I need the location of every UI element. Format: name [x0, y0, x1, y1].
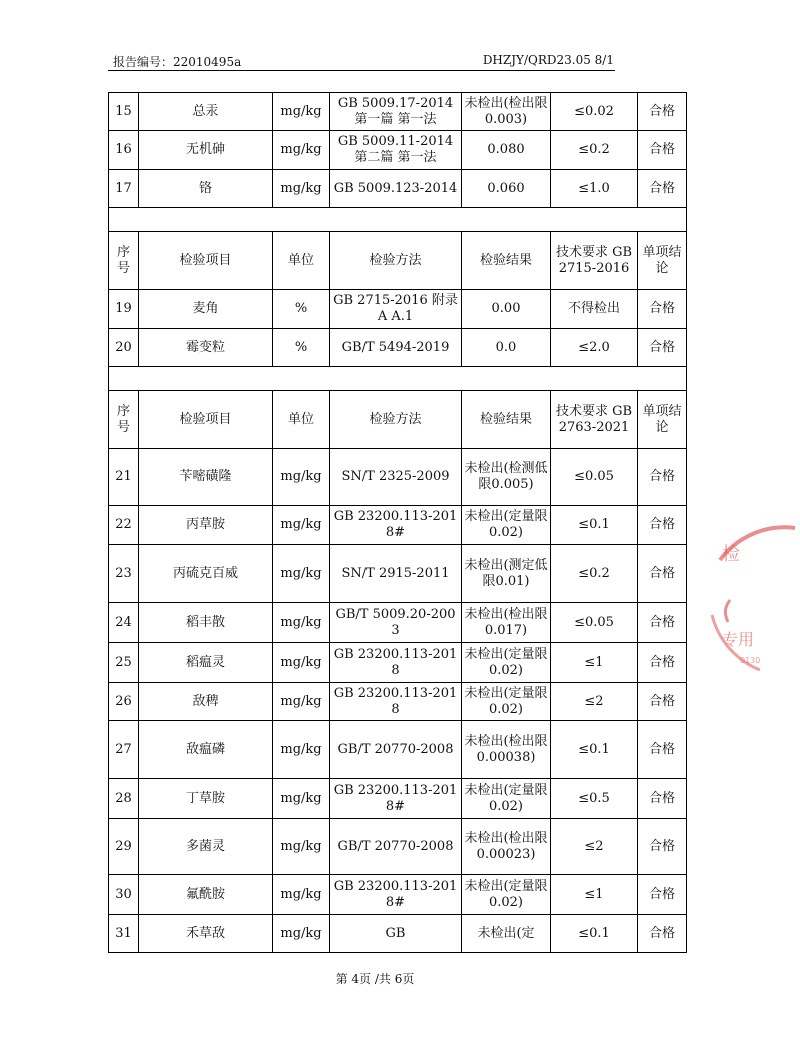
test-item: 氟酰胺 — [139, 875, 273, 915]
test-result: 0.00 — [462, 290, 551, 329]
test-result: 0.0 — [462, 329, 551, 367]
table-row — [109, 683, 687, 721]
test-result: 未检出(定 — [462, 915, 551, 953]
test-item: 敌瘟磷 — [139, 721, 273, 779]
table-row — [109, 875, 687, 915]
requirement: ≤1.0 — [551, 170, 638, 208]
verdict: 合格 — [638, 779, 687, 819]
test-item: 麦角 — [139, 290, 273, 329]
unit: mg/kg — [273, 449, 330, 506]
unit: 单位 — [273, 232, 330, 290]
test-method: GB — [330, 915, 462, 953]
requirement: 技术要求 GB 2763-2021 — [551, 391, 638, 449]
unit: mg/kg — [273, 779, 330, 819]
row-number: 28 — [109, 779, 139, 819]
test-result: 未检出(定量限0.02) — [462, 779, 551, 819]
requirement: ≤0.5 — [551, 779, 638, 819]
test-result: 0.080 — [462, 131, 551, 170]
test-method: 检验方法 — [330, 391, 462, 449]
verdict: 单项结论 — [638, 391, 687, 449]
test-result: 未检出(定量限0.02) — [462, 683, 551, 721]
row-number: 序号 — [109, 232, 139, 290]
table-row — [109, 779, 687, 819]
test-method: GB/T 20770-2008 — [330, 819, 462, 875]
unit: % — [273, 290, 330, 329]
verdict: 合格 — [638, 721, 687, 779]
verdict: 合格 — [638, 131, 687, 170]
table-row — [109, 643, 687, 683]
test-result: 检验结果 — [462, 232, 551, 290]
test-result: 未检出(定量限0.02) — [462, 506, 551, 545]
row-number: 17 — [109, 170, 139, 208]
unit: mg/kg — [273, 93, 330, 131]
test-method: GB 23200.113-2018# — [330, 506, 462, 545]
requirement: ≤1 — [551, 643, 638, 683]
test-item: 无机砷 — [139, 131, 273, 170]
table-row — [109, 329, 687, 367]
row-number: 29 — [109, 819, 139, 875]
unit: mg/kg — [273, 170, 330, 208]
test-method: SN/T 2325-2009 — [330, 449, 462, 506]
unit: mg/kg — [273, 131, 330, 170]
table-row — [109, 449, 687, 506]
test-result: 0.060 — [462, 170, 551, 208]
test-item: 丙硫克百威 — [139, 545, 273, 603]
test-item: 丁草胺 — [139, 779, 273, 819]
spacer-cell — [109, 367, 687, 391]
test-method: GB 23200.113-2018 — [330, 643, 462, 683]
unit: 单位 — [273, 391, 330, 449]
svg-text:0130: 0130 — [740, 656, 761, 665]
section-spacer — [109, 208, 687, 232]
row-number: 31 — [109, 915, 139, 953]
test-method: GB 23200.113-2018# — [330, 779, 462, 819]
test-method: GB/T 5009.20-2003 — [330, 603, 462, 643]
test-method: GB/T 5494-2019 — [330, 329, 462, 367]
verdict: 合格 — [638, 819, 687, 875]
test-item: 稻瘟灵 — [139, 643, 273, 683]
test-item: 总汞 — [139, 93, 273, 131]
test-item: 稻丰散 — [139, 603, 273, 643]
results-table — [108, 92, 687, 953]
row-number: 序号 — [109, 391, 139, 449]
table-row — [109, 93, 687, 131]
row-number: 23 — [109, 545, 139, 603]
requirement: ≤2 — [551, 683, 638, 721]
verdict: 合格 — [638, 643, 687, 683]
spacer-cell — [109, 208, 687, 232]
test-item: 多菌灵 — [139, 819, 273, 875]
row-number: 27 — [109, 721, 139, 779]
page-footer: 第 4页 /共 6页 — [335, 972, 415, 986]
table-row — [109, 545, 687, 603]
test-result: 未检出(检出限0.017) — [462, 603, 551, 643]
table-row — [109, 819, 687, 875]
requirement: ≤0.05 — [551, 603, 638, 643]
test-method: GB 5009.11-2014 第二篇 第一法 — [330, 131, 462, 170]
verdict: 合格 — [638, 915, 687, 953]
verdict: 合格 — [638, 875, 687, 915]
svg-text:检: 检 — [722, 544, 740, 565]
table-row — [109, 290, 687, 329]
unit: mg/kg — [273, 545, 330, 603]
row-number: 24 — [109, 603, 139, 643]
requirement: ≤2 — [551, 819, 638, 875]
row-number: 16 — [109, 131, 139, 170]
verdict: 合格 — [638, 290, 687, 329]
verdict: 合格 — [638, 545, 687, 603]
test-result: 未检出(定量限0.02) — [462, 643, 551, 683]
report-number: 报告编号：22010495a — [113, 55, 242, 69]
test-result: 未检出(检出限0.00023) — [462, 819, 551, 875]
requirement: ≤0.1 — [551, 506, 638, 545]
unit: mg/kg — [273, 819, 330, 875]
verdict: 合格 — [638, 329, 687, 367]
seal-stamp — [700, 520, 800, 670]
table-row — [109, 915, 687, 953]
header-rule — [108, 70, 615, 71]
test-item: 霉变粒 — [139, 329, 273, 367]
test-method: GB 5009.123-2014 — [330, 170, 462, 208]
unit: mg/kg — [273, 721, 330, 779]
verdict: 合格 — [638, 170, 687, 208]
row-number: 21 — [109, 449, 139, 506]
requirement: ≤0.1 — [551, 721, 638, 779]
svg-text:专用: 专用 — [722, 630, 755, 649]
row-number: 20 — [109, 329, 139, 367]
test-item: 敌稗 — [139, 683, 273, 721]
requirement: 不得检出 — [551, 290, 638, 329]
test-item: 检验项目 — [139, 391, 273, 449]
unit: mg/kg — [273, 603, 330, 643]
requirement: 技术要求 GB 2715-2016 — [551, 232, 638, 290]
test-item: 禾草敌 — [139, 915, 273, 953]
test-item: 检验项目 — [139, 232, 273, 290]
requirement: ≤0.2 — [551, 131, 638, 170]
row-number: 30 — [109, 875, 139, 915]
verdict: 合格 — [638, 603, 687, 643]
test-item: 铬 — [139, 170, 273, 208]
row-number: 25 — [109, 643, 139, 683]
test-item: 丙草胺 — [139, 506, 273, 545]
requirement: ≤2.0 — [551, 329, 638, 367]
verdict: 合格 — [638, 93, 687, 131]
test-method: SN/T 2915-2011 — [330, 545, 462, 603]
verdict: 单项结论 — [638, 232, 687, 290]
section-spacer — [109, 367, 687, 391]
row-number: 26 — [109, 683, 139, 721]
document-code: DHZJY/QRD23.05 8/1 — [482, 53, 614, 67]
test-item: 苄嘧磺隆 — [139, 449, 273, 506]
table-header-row — [109, 232, 687, 290]
unit: mg/kg — [273, 643, 330, 683]
test-method: 检验方法 — [330, 232, 462, 290]
test-method: GB/T 20770-2008 — [330, 721, 462, 779]
table-row — [109, 506, 687, 545]
verdict: 合格 — [638, 683, 687, 721]
unit: mg/kg — [273, 875, 330, 915]
test-result: 检验结果 — [462, 391, 551, 449]
test-method: GB 2715-2016 附录A A.1 — [330, 290, 462, 329]
unit: mg/kg — [273, 915, 330, 953]
requirement: ≤0.2 — [551, 545, 638, 603]
unit: mg/kg — [273, 506, 330, 545]
table-header-row — [109, 391, 687, 449]
test-result: 未检出(检出限0.003) — [462, 93, 551, 131]
requirement: ≤0.1 — [551, 915, 638, 953]
table-row — [109, 721, 687, 779]
unit: mg/kg — [273, 683, 330, 721]
test-result: 未检出(检出限0.00038) — [462, 721, 551, 779]
test-result: 未检出(检测低限0.005) — [462, 449, 551, 506]
row-number: 15 — [109, 93, 139, 131]
table-row — [109, 603, 687, 643]
verdict: 合格 — [638, 506, 687, 545]
row-number: 19 — [109, 290, 139, 329]
requirement: ≤1 — [551, 875, 638, 915]
table-row — [109, 131, 687, 170]
test-method: GB 23200.113-2018# — [330, 875, 462, 915]
test-method: GB 5009.17-2014 第一篇 第一法 — [330, 93, 462, 131]
test-result: 未检出(测定低限0.01) — [462, 545, 551, 603]
table-row — [109, 170, 687, 208]
unit: % — [273, 329, 330, 367]
verdict: 合格 — [638, 449, 687, 506]
test-result: 未检出(定量限0.02) — [462, 875, 551, 915]
test-method: GB 23200.113-2018 — [330, 683, 462, 721]
row-number: 22 — [109, 506, 139, 545]
requirement: ≤0.02 — [551, 93, 638, 131]
requirement: ≤0.05 — [551, 449, 638, 506]
